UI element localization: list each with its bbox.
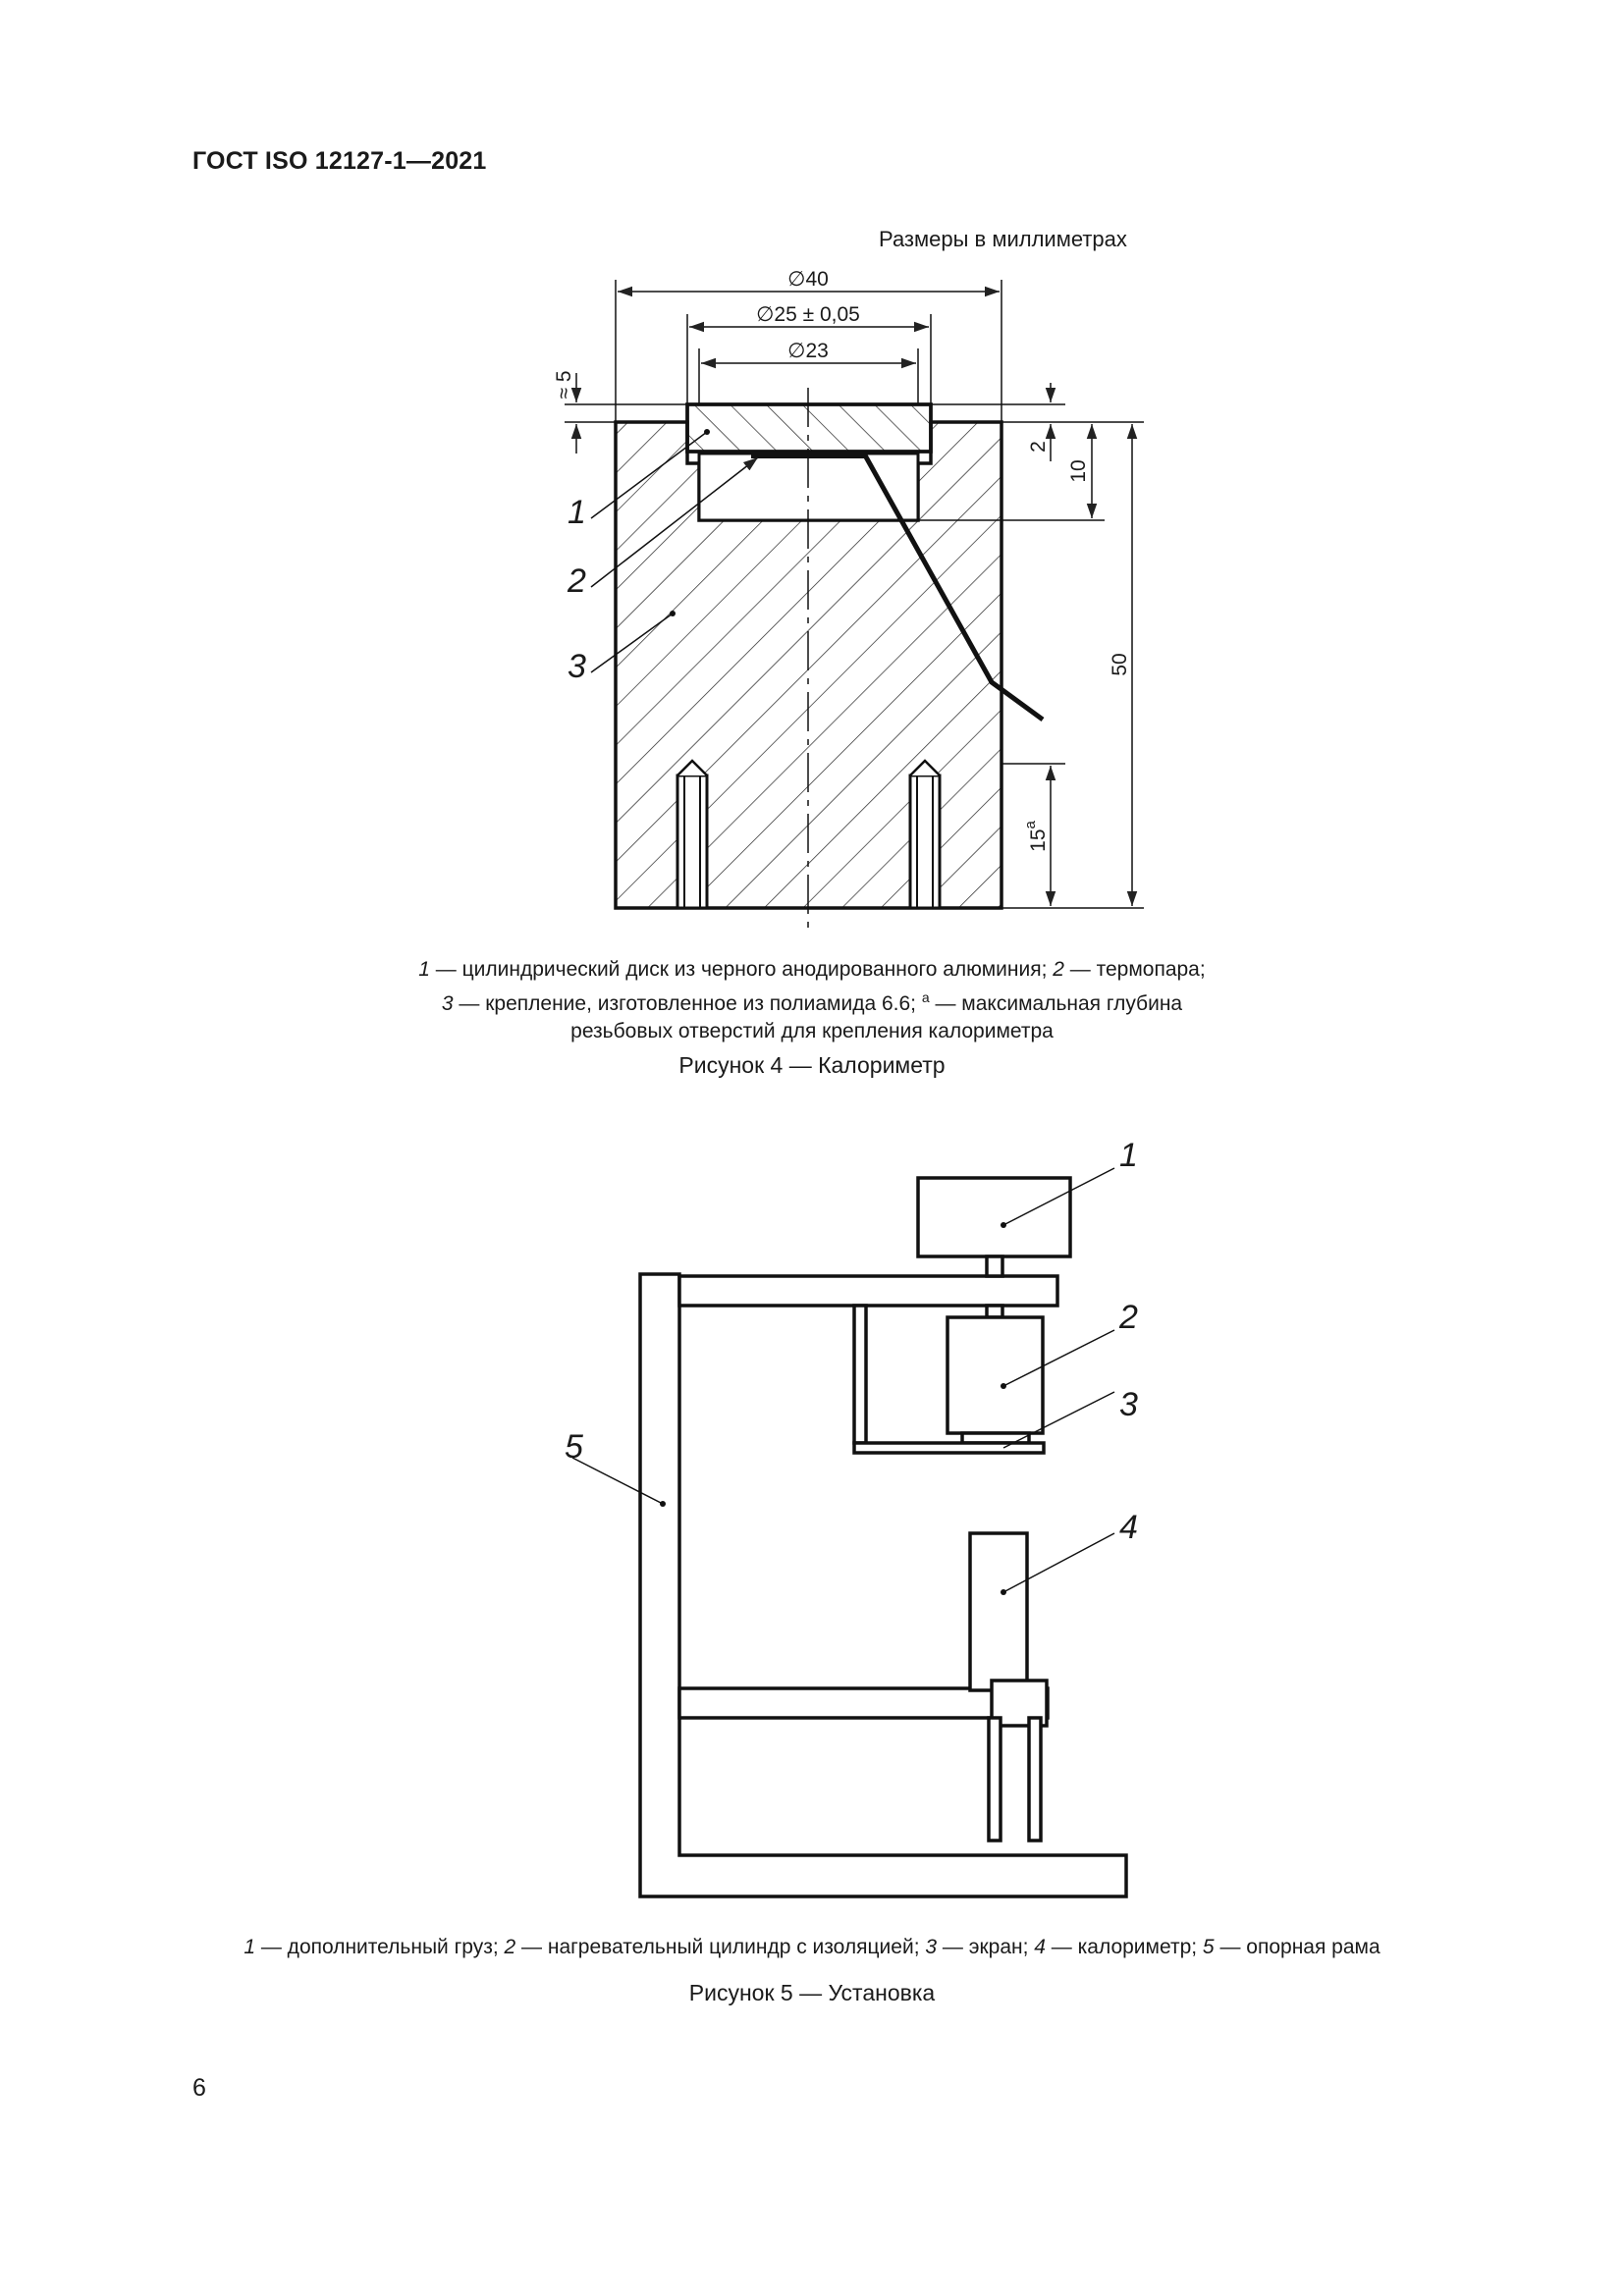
heater-rod	[987, 1306, 1002, 1317]
figure4-legend-line3: резьбовых отверстий для крепления калориметра	[570, 1020, 1054, 1042]
support-frame	[640, 1274, 1126, 1896]
top-arm	[679, 1276, 1057, 1306]
figure5-legend: 1 — дополнительный груз; 2 — нагревательный цилиндр с изоляцией; 3 — экран; 4 — калориметр; 5 — опорная рама	[244, 1936, 1380, 1958]
dim-approx5: ≈ 5	[553, 370, 575, 400]
dim-d23: ∅23	[787, 340, 829, 362]
fig4-label-2: 2	[568, 562, 586, 600]
page-number: 6	[192, 2074, 206, 2102]
figure4-drawing	[0, 0, 1624, 1080]
fig4-label-1: 1	[568, 494, 586, 531]
fig5-label-3: 3	[1119, 1386, 1138, 1423]
figure4-title: Рисунок 4 — Калориметр	[678, 1052, 946, 1078]
svg-text:15a: 15$^a$	[1022, 821, 1050, 852]
fig4-label-3: 3	[568, 648, 586, 685]
fig5-label-4: 4	[1119, 1509, 1138, 1546]
figure5-drawing	[0, 1129, 1624, 1914]
figure4-legend-line1: 1 — цилиндрический диск из черного анодированного алюминия; 2 — термопара;	[418, 958, 1206, 981]
dim-d25: ∅25 ± 0,05	[756, 303, 860, 326]
calorimeter	[970, 1533, 1027, 1690]
fig5-label-2: 2	[1119, 1299, 1138, 1336]
heating-cylinder	[947, 1317, 1043, 1433]
fig5-label-1: 1	[1119, 1137, 1138, 1174]
figure5-title: Рисунок 5 — Установка	[688, 1980, 936, 2005]
leg-right	[1029, 1718, 1041, 1841]
screen-bracket	[854, 1306, 866, 1443]
additional-weight	[918, 1178, 1070, 1256]
threaded-hole-left	[677, 761, 707, 908]
dim-h10: 10	[1067, 459, 1090, 483]
dim-h50: 50	[1109, 653, 1131, 676]
document-header: ГОСТ ISO 12127-1—2021	[192, 147, 487, 175]
dim-h15	[1022, 820, 1050, 851]
fig5-label-5: 5	[565, 1428, 583, 1466]
figure4-legend-line2: 3 — крепление, изготовленное из полиамида 6.6; $^a$ — максимальная глубина	[441, 989, 1183, 1015]
disk	[687, 404, 931, 452]
units-note: Размеры в миллиметрах	[879, 227, 1127, 251]
figure4-legend	[0, 956, 1624, 1045]
leg-left	[989, 1718, 1001, 1841]
dim-d40: ∅40	[787, 268, 829, 291]
screen	[854, 1443, 1044, 1453]
weight-rod	[987, 1256, 1002, 1276]
threaded-hole-right	[910, 761, 940, 908]
dim-h2: 2	[1027, 441, 1050, 453]
